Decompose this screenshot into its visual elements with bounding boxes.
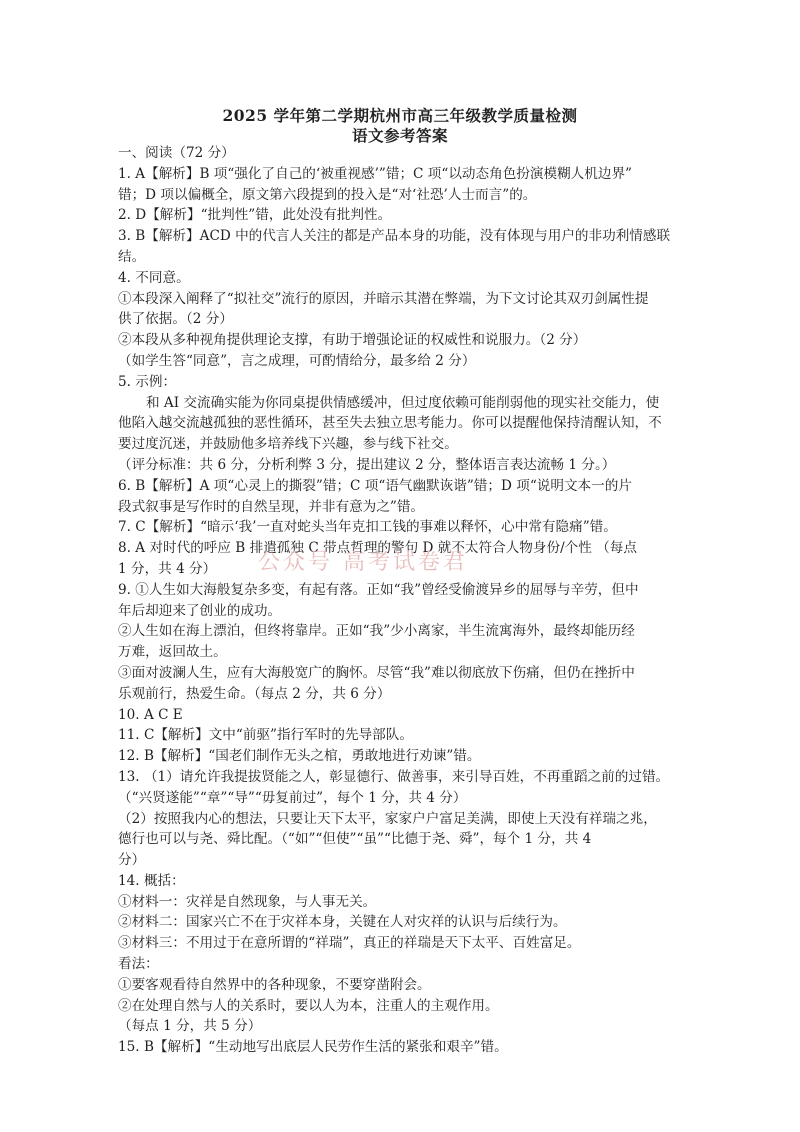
text-line: 年后却迎来了创业的成功。	[118, 602, 282, 619]
text-line: 他陷入越交流越孤独的恶性循环，甚至失去独立思考能力。你可以提醒他保持清醒认知，不	[118, 415, 662, 432]
text-line: 8. A 对时代的呼应 B 排遣孤独 C 带点哲理的警句 D 就不太符合人物身份/个性 （每点	[118, 540, 637, 557]
text-line: （“兴贤遂能”“章”“导”“毋复前过”，每个 1 分，共 4 分）	[118, 789, 467, 806]
text-line: （如学生答“同意”，言之成理，可酌情给分，最多给 2 分）	[118, 352, 476, 369]
text-line: 段式叙事是写作时的自然呈现，并非有意为之”错。	[118, 498, 425, 515]
text-line: 12. B【解析】“国老们制作无头之棺，勇敢地进行劝谏”错。	[118, 748, 481, 765]
text-line: ②人生如在海上漂泊，但终将靠岸。正如“我”少小离家，半生流寓海外，最终却能历经	[118, 623, 635, 640]
text-line: 万难，返回故土。	[118, 644, 227, 661]
text-line: ①材料一：灾祥是自然现象，与人事无关。	[118, 893, 377, 910]
text-line: 10. A C E	[118, 706, 183, 723]
text-line: 9. ①人生如大海般复杂多变，有起有落。正如“我”曾经受偷渡异乡的屈辱与辛劳，但中	[118, 581, 639, 598]
text-line: （每点 1 分，共 5 分）	[118, 1018, 262, 1035]
text-line: 13. （1）请允许我提拔贤能之人，彰显德行、做善事，来引导百姓，不再重蹈之前的过错。	[118, 768, 670, 785]
text-line: ③材料三：不用过于在意所谓的“祥瑞”，真正的祥瑞是天下太平、百姓富足。	[118, 935, 581, 952]
answer-body	[118, 143, 688, 1058]
text-line: 14. 概括：	[118, 872, 185, 889]
text-line: ①要客观看待自然界中的各种现象，不要穿凿附会。	[118, 976, 431, 993]
text-line: ②本段从多种视角提供理论支撑，有助于增强论证的权威性和说服力。（2 分）	[118, 332, 587, 349]
text-line: 乐观前行，热爱生命。（每点 2 分，共 6 分）	[118, 685, 391, 702]
text-line: 5. 示例：	[118, 373, 177, 390]
text-line: 结。	[118, 248, 146, 265]
text-line: 2. D【解析】“批判性”错，此处没有批判性。	[118, 207, 392, 224]
document-subtitle: 语文参考答案	[351, 126, 448, 145]
text-line: ②在处理自然与人的关系时，要以人为本，注重人的主观作用。	[118, 997, 499, 1014]
text-line: 6. B【解析】A 项“心灵上的撕裂”错；C 项“语气幽默诙谐”错；D 项“说明文本一的片	[118, 477, 632, 494]
text-line: 7. C【解析】“暗示‘我’一直对蛇头当年克扣工钱的事难以释怀，心中常有隐痛”错。	[118, 519, 617, 536]
text-line: 15. B【解析】“生动地写出底层人民劳作生活的紧张和艰辛”错。	[118, 1039, 508, 1056]
text-line: 错；D 项以偏概全，原文第六段提到的投入是“对‘社恐’人士而言”的。	[118, 186, 537, 203]
text-line: 1 分，共 4 分）	[118, 560, 217, 577]
text-line: 11. C【解析】文中“前驱”指行军时的先导部队。	[118, 727, 413, 744]
text-line: ②材料二：国家兴亡不在于灾祥本身，关键在人对灾祥的认识与后续行为。	[118, 914, 567, 931]
text-line: 供了依据。（2 分）	[118, 311, 233, 328]
text-line: （2）按照我内心的想法，只要让天下太平，家家户户富足美满，即使上天没有祥瑞之兆，	[118, 810, 657, 827]
text-line: 德行也可以与尧、舜比配。（“如”“但使”“虽”“比德于尧、舜”，每个 1 分，共 4	[118, 831, 592, 848]
text-line: 3. B【解析】ACD 中的代言人关注的都是产品本身的功能，没有体现与用户的非功利情感联	[118, 228, 671, 245]
text-line: 4. 不同意。	[118, 269, 190, 286]
text-line: ①本段深入阐释了“拟社交”流行的原因，并暗示其潜在弊端，为下文讨论其双刃剑属性提	[118, 290, 649, 307]
text-line: 1. A【解析】B 项“强化了自己的‘被重视感’”错；C 项“以动态角色扮演模糊人机边界”	[118, 165, 632, 182]
text-line: 分）	[118, 852, 146, 869]
text-line: ③面对波澜人生，应有大海般宽广的胸怀。尽管“我”难以彻底放下伤痛，但仍在挫折中	[118, 664, 635, 681]
watermark: 公众号 高考试卷君	[258, 550, 468, 575]
text-line: 看法：	[118, 956, 159, 973]
document-title: 2025 学年第二学期杭州市高三年级教学质量检测	[222, 106, 578, 125]
text-line: 一、阅读（72 分）	[118, 145, 235, 161]
text-line: （评分标准：共 6 分，分析利弊 3 分，提出建议 2 分，整体语言表达流畅 1 分。）	[118, 456, 616, 473]
text-line: 和 AI 交流确实能为你同桌提供情感缓冲，但过度依赖可能削弱他的现实社交能力，使	[146, 394, 660, 411]
text-line: 要过度沉迷，并鼓励他多培养线下兴趣，参与线下社交。	[118, 436, 458, 453]
